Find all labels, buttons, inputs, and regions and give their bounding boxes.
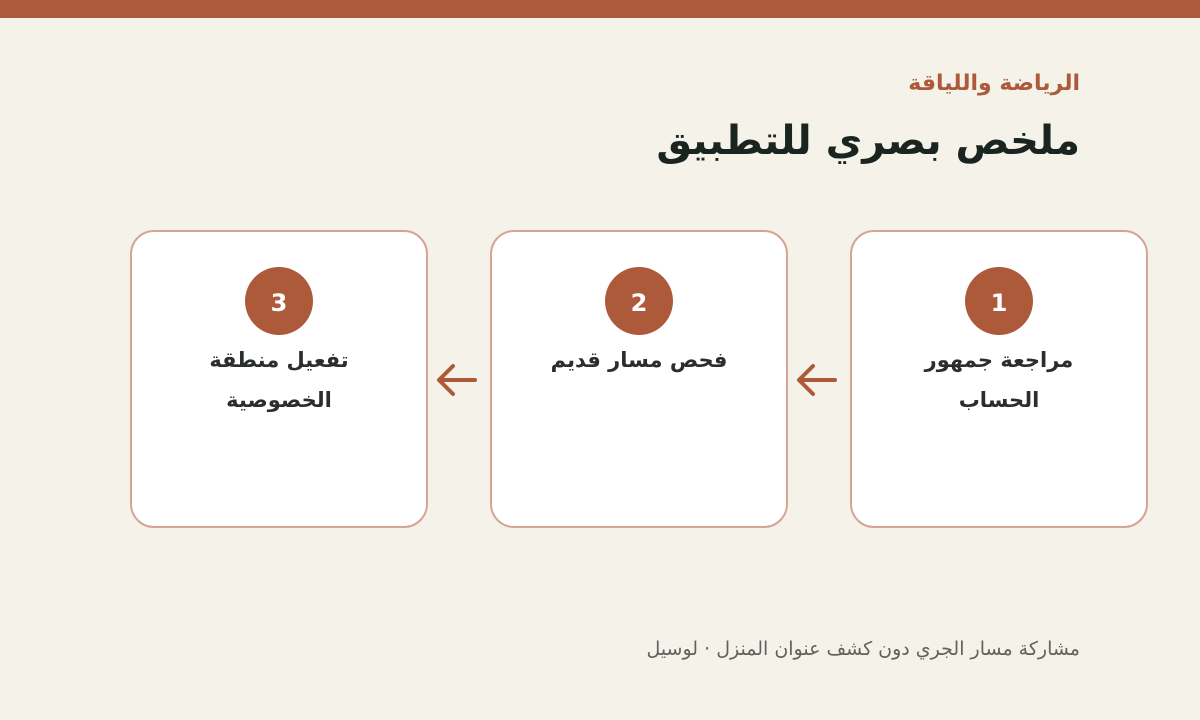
step-card-3 <box>130 230 428 528</box>
step-number-badge: 1 <box>965 267 1033 335</box>
arrow-left-icon <box>794 362 838 398</box>
footer-note: مشاركة مسار الجري دون كشف عنوان المنزل · لوسيل <box>646 638 1080 660</box>
step-label: مراجعة جمهور الحساب <box>924 348 1074 412</box>
arrow-left-icon <box>434 362 478 398</box>
category-label: الرياضة واللياقة <box>908 71 1080 96</box>
step-card-2 <box>490 230 788 528</box>
step-number-badge: 3 <box>245 267 313 335</box>
step-label: فحص مسار قديم <box>550 348 728 372</box>
step-card-1 <box>850 230 1148 528</box>
step-number-badge: 2 <box>605 267 673 335</box>
page-title: ملخص بصري للتطبيق <box>656 118 1080 164</box>
step-label: تفعيل منطقة الخصوصية <box>209 348 349 412</box>
top-accent-bar <box>0 0 1200 18</box>
